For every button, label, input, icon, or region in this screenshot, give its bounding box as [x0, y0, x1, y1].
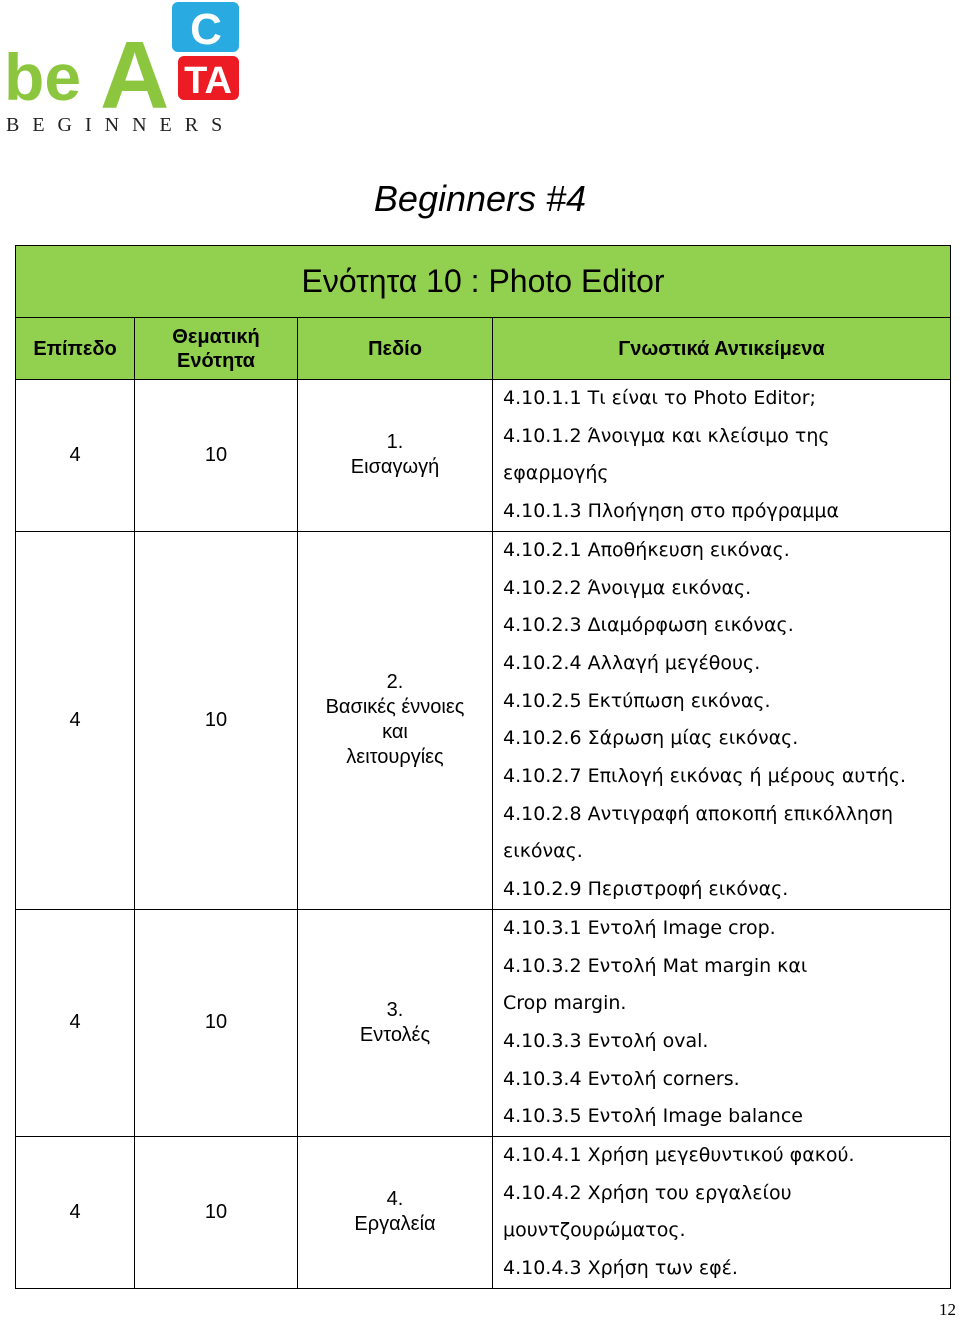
section-banner: Ενότητα 10 : Photo Editor — [16, 246, 951, 318]
table-row — [16, 380, 951, 532]
objective-line: 4.10.4.2 Χρήση του εργαλείου — [503, 1181, 792, 1204]
objectives-cell — [493, 380, 951, 532]
objectives-cell — [493, 909, 951, 1136]
field-line: Εντολές — [359, 1023, 431, 1046]
level-cell: 4 — [16, 1137, 135, 1289]
field-cell — [298, 380, 493, 532]
objective-line: εικόνας. — [503, 840, 583, 863]
banner-row — [16, 246, 951, 318]
header-unit — [135, 318, 298, 380]
field-line: λειτουργίες — [346, 746, 444, 769]
field-line: 2. — [386, 671, 404, 694]
objective-line: 4.10.2.8 Αντιγραφή αποκοπή επικόλληση — [503, 802, 894, 825]
level-cell: 4 — [16, 380, 135, 532]
objective-line: 4.10.3.2 Εντολή Mat margin και — [503, 954, 808, 977]
header-objectives: Γνωστικά Αντικείμενα — [493, 318, 951, 380]
logo-c: C — [190, 5, 222, 54]
level-cell: 4 — [16, 531, 135, 909]
objective-line: 4.10.2.2 Άνοιγμα εικόνας. — [503, 576, 752, 599]
field-line: και — [382, 721, 408, 744]
field-line: 4. — [386, 1188, 404, 1211]
unit-cell: 10 — [135, 531, 298, 909]
objective-line: 4.10.2.7 Επιλογή εικόνας ή μέρους αυτής. — [503, 765, 907, 788]
field-cell — [298, 1137, 493, 1289]
field-cell — [298, 909, 493, 1136]
objective-line: 4.10.4.3 Χρήση των εφέ. — [503, 1257, 738, 1280]
objective-line: 4.10.2.1 Αποθήκευση εικόνας. — [503, 538, 790, 561]
objective-line: 4.10.1.2 Άνοιγμα και κλείσιμο της — [503, 424, 830, 447]
field-line: Εισαγωγή — [350, 456, 440, 479]
unit-cell: 10 — [135, 1137, 298, 1289]
objective-line: 4.10.2.5 Εκτύπωση εικόνας. — [503, 689, 771, 712]
table-row — [16, 909, 951, 1136]
curriculum-table — [15, 245, 951, 1289]
field-cell — [298, 531, 493, 909]
page-number: 12 — [939, 1300, 956, 1319]
document-title: Beginners #4 — [373, 178, 587, 219]
objectives-cell — [493, 531, 951, 909]
objective-line: 4.10.3.5 Εντολή Image balance — [503, 1105, 803, 1128]
field-line: Βασικές έννοιες — [325, 696, 465, 719]
unit-cell: 10 — [135, 380, 298, 532]
header-field: Πεδίο — [298, 318, 493, 380]
objective-line: 4.10.2.4 Αλλαγή μεγέθους. — [503, 651, 761, 674]
objective-line: 4.10.1.3 Πλοήγηση στο πρόγραμμα — [503, 500, 840, 523]
objective-line: 4.10.2.3 Διαμόρφωση εικόνας. — [503, 614, 794, 637]
table-row — [16, 531, 951, 909]
objective-line: 4.10.3.1 Εντολή Image crop. — [503, 916, 776, 939]
objective-line: 4.10.2.6 Σάρωση μίας εικόνας. — [503, 727, 799, 750]
objective-line: 4.10.3.3 Εντολή oval. — [503, 1029, 709, 1052]
objective-line: 4.10.4.1 Χρήση μεγεθυντικού φακού. — [503, 1144, 855, 1167]
logo-tagline: BEGINNERS — [6, 114, 236, 136]
objective-line: 4.10.1.1 Τι είναι το Photo Editor; — [503, 387, 816, 409]
objective-line: μουντζουρώματος. — [503, 1219, 686, 1242]
field-line: 1. — [386, 431, 404, 454]
header-unit-text: Θεματική Ενότητα — [172, 325, 260, 372]
unit-cell: 10 — [135, 909, 298, 1136]
table-row — [16, 1137, 951, 1289]
objectives-cell — [493, 1137, 951, 1289]
beacta-logo — [0, 0, 250, 140]
logo-a: A — [100, 22, 170, 129]
objective-line: Crop margin. — [503, 992, 627, 1015]
level-cell: 4 — [16, 909, 135, 1136]
logo-ta: TA — [184, 60, 232, 102]
field-line: Εργαλεία — [354, 1213, 436, 1236]
header-row — [16, 318, 951, 380]
field-line: 3. — [386, 998, 404, 1021]
objective-line: εφαρμογής — [503, 462, 609, 485]
logo-be: be — [4, 40, 82, 114]
objective-line: 4.10.2.9 Περιστροφή εικόνας. — [503, 878, 789, 901]
objective-line: 4.10.3.4 Εντολή corners. — [503, 1067, 740, 1090]
header-level: Επίπεδο — [16, 318, 135, 380]
